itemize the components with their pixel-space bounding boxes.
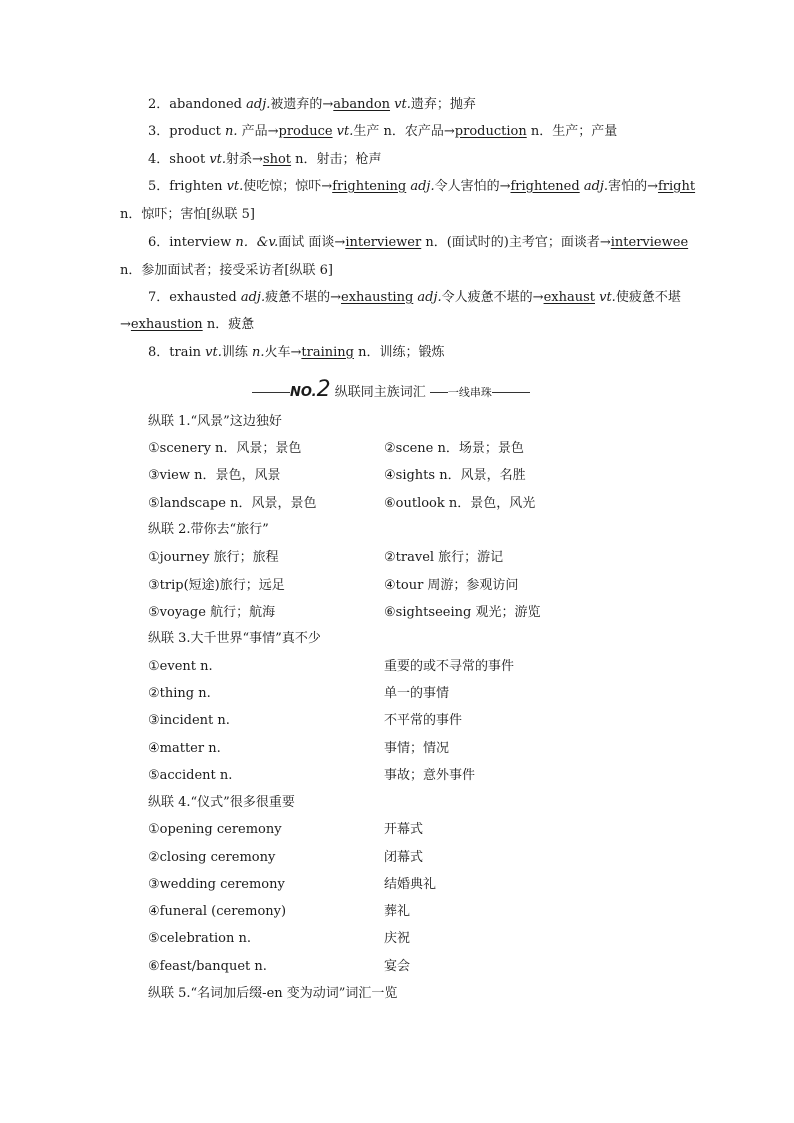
list-item: ④matter n. 事情；情况 bbox=[148, 741, 450, 756]
item-2: 2．abandoned adj.被遗弃的→abandon vt.遗弃；抛弃 bbox=[148, 97, 476, 112]
group-5-title: 纵联 5.“名词加后缀-en 变为动词”词汇一览 bbox=[148, 986, 398, 1001]
item-8: 8．train vt.训练 n.火车→training n．训练；锻炼 bbox=[148, 345, 445, 360]
list-item: ①event n. 重要的或不寻常的事件 bbox=[148, 659, 515, 674]
item-4: 4．shoot vt.射杀→shot n．射击；枪声 bbox=[148, 152, 382, 167]
list-item: ①scenery n．风景；景色 ②scene n．场景；景色 bbox=[148, 441, 524, 456]
group-3-title: 纵联 3.大千世界“事情”真不少 bbox=[148, 631, 321, 646]
list-item: ①opening ceremony 开幕式 bbox=[148, 822, 424, 837]
list-item: ④funeral (ceremony) 葬礼 bbox=[148, 904, 411, 919]
list-item: ⑥feast/banquet n. 宴会 bbox=[148, 959, 411, 974]
item-5-cont: n．惊吓；害怕[纵联 5] bbox=[120, 207, 255, 222]
list-item: ⑤celebration n. 庆祝 bbox=[148, 931, 411, 946]
list-item: ⑤landscape n．风景，景色 ⑥outlook n．景色，风光 bbox=[148, 496, 536, 511]
list-item: ⑤voyage 航行；航海 ⑥sightseeing 观光；游览 bbox=[148, 605, 541, 620]
item-5: 5．frighten vt.使吃惊；惊吓→frightening adj.令人害怕的→frightened adj.害怕的→fright bbox=[148, 179, 696, 194]
list-item: ②closing ceremony 闭幕式 bbox=[148, 850, 424, 865]
list-item: ③incident n. 不平常的事件 bbox=[148, 713, 463, 728]
section-title: NO.2 纵联同主族词汇 一线串珠 bbox=[252, 378, 570, 402]
item-7-cont: →exhaustion n．疲惫 bbox=[120, 317, 255, 332]
item-6: 6．interview n．&v.面试 面谈→interviewer n．(面试时的)主考官；面谈者→interviewee bbox=[148, 235, 689, 250]
item-7: 7．exhausted adj.疲惫不堪的→exhausting adj.令人疲惫不堪的→exhaust vt.使疲惫不堪 bbox=[148, 290, 681, 305]
list-item: ⑤accident n. 事故；意外事件 bbox=[148, 768, 476, 783]
list-item: ③trip(短途)旅行；远足 ④tour 周游；参观访问 bbox=[148, 578, 519, 593]
list-item: ②thing n. 单一的事情 bbox=[148, 686, 450, 701]
group-4-title: 纵联 4.“仪式”很多很重要 bbox=[148, 795, 295, 810]
title-rule-left bbox=[252, 392, 290, 393]
title-rule-right bbox=[492, 392, 530, 393]
item-6-cont: n．参加面试者；接受采访者[纵联 6] bbox=[120, 263, 333, 278]
group-2-title: 纵联 2.带你去“旅行” bbox=[148, 522, 269, 537]
list-item: ③view n．景色，风景 ④sights n．风景，名胜 bbox=[148, 468, 526, 483]
list-item: ③wedding ceremony 结婚典礼 bbox=[148, 877, 437, 892]
item-3: 3．product n. 产品→produce vt.生产 n．农产品→production n．生产；产量 bbox=[148, 124, 618, 139]
group-1-title: 纵联 1.“风景”这边独好 bbox=[148, 414, 282, 429]
list-item: ①journey 旅行；旅程 ②travel 旅行；游记 bbox=[148, 550, 504, 565]
title-rule-mid bbox=[430, 392, 448, 393]
